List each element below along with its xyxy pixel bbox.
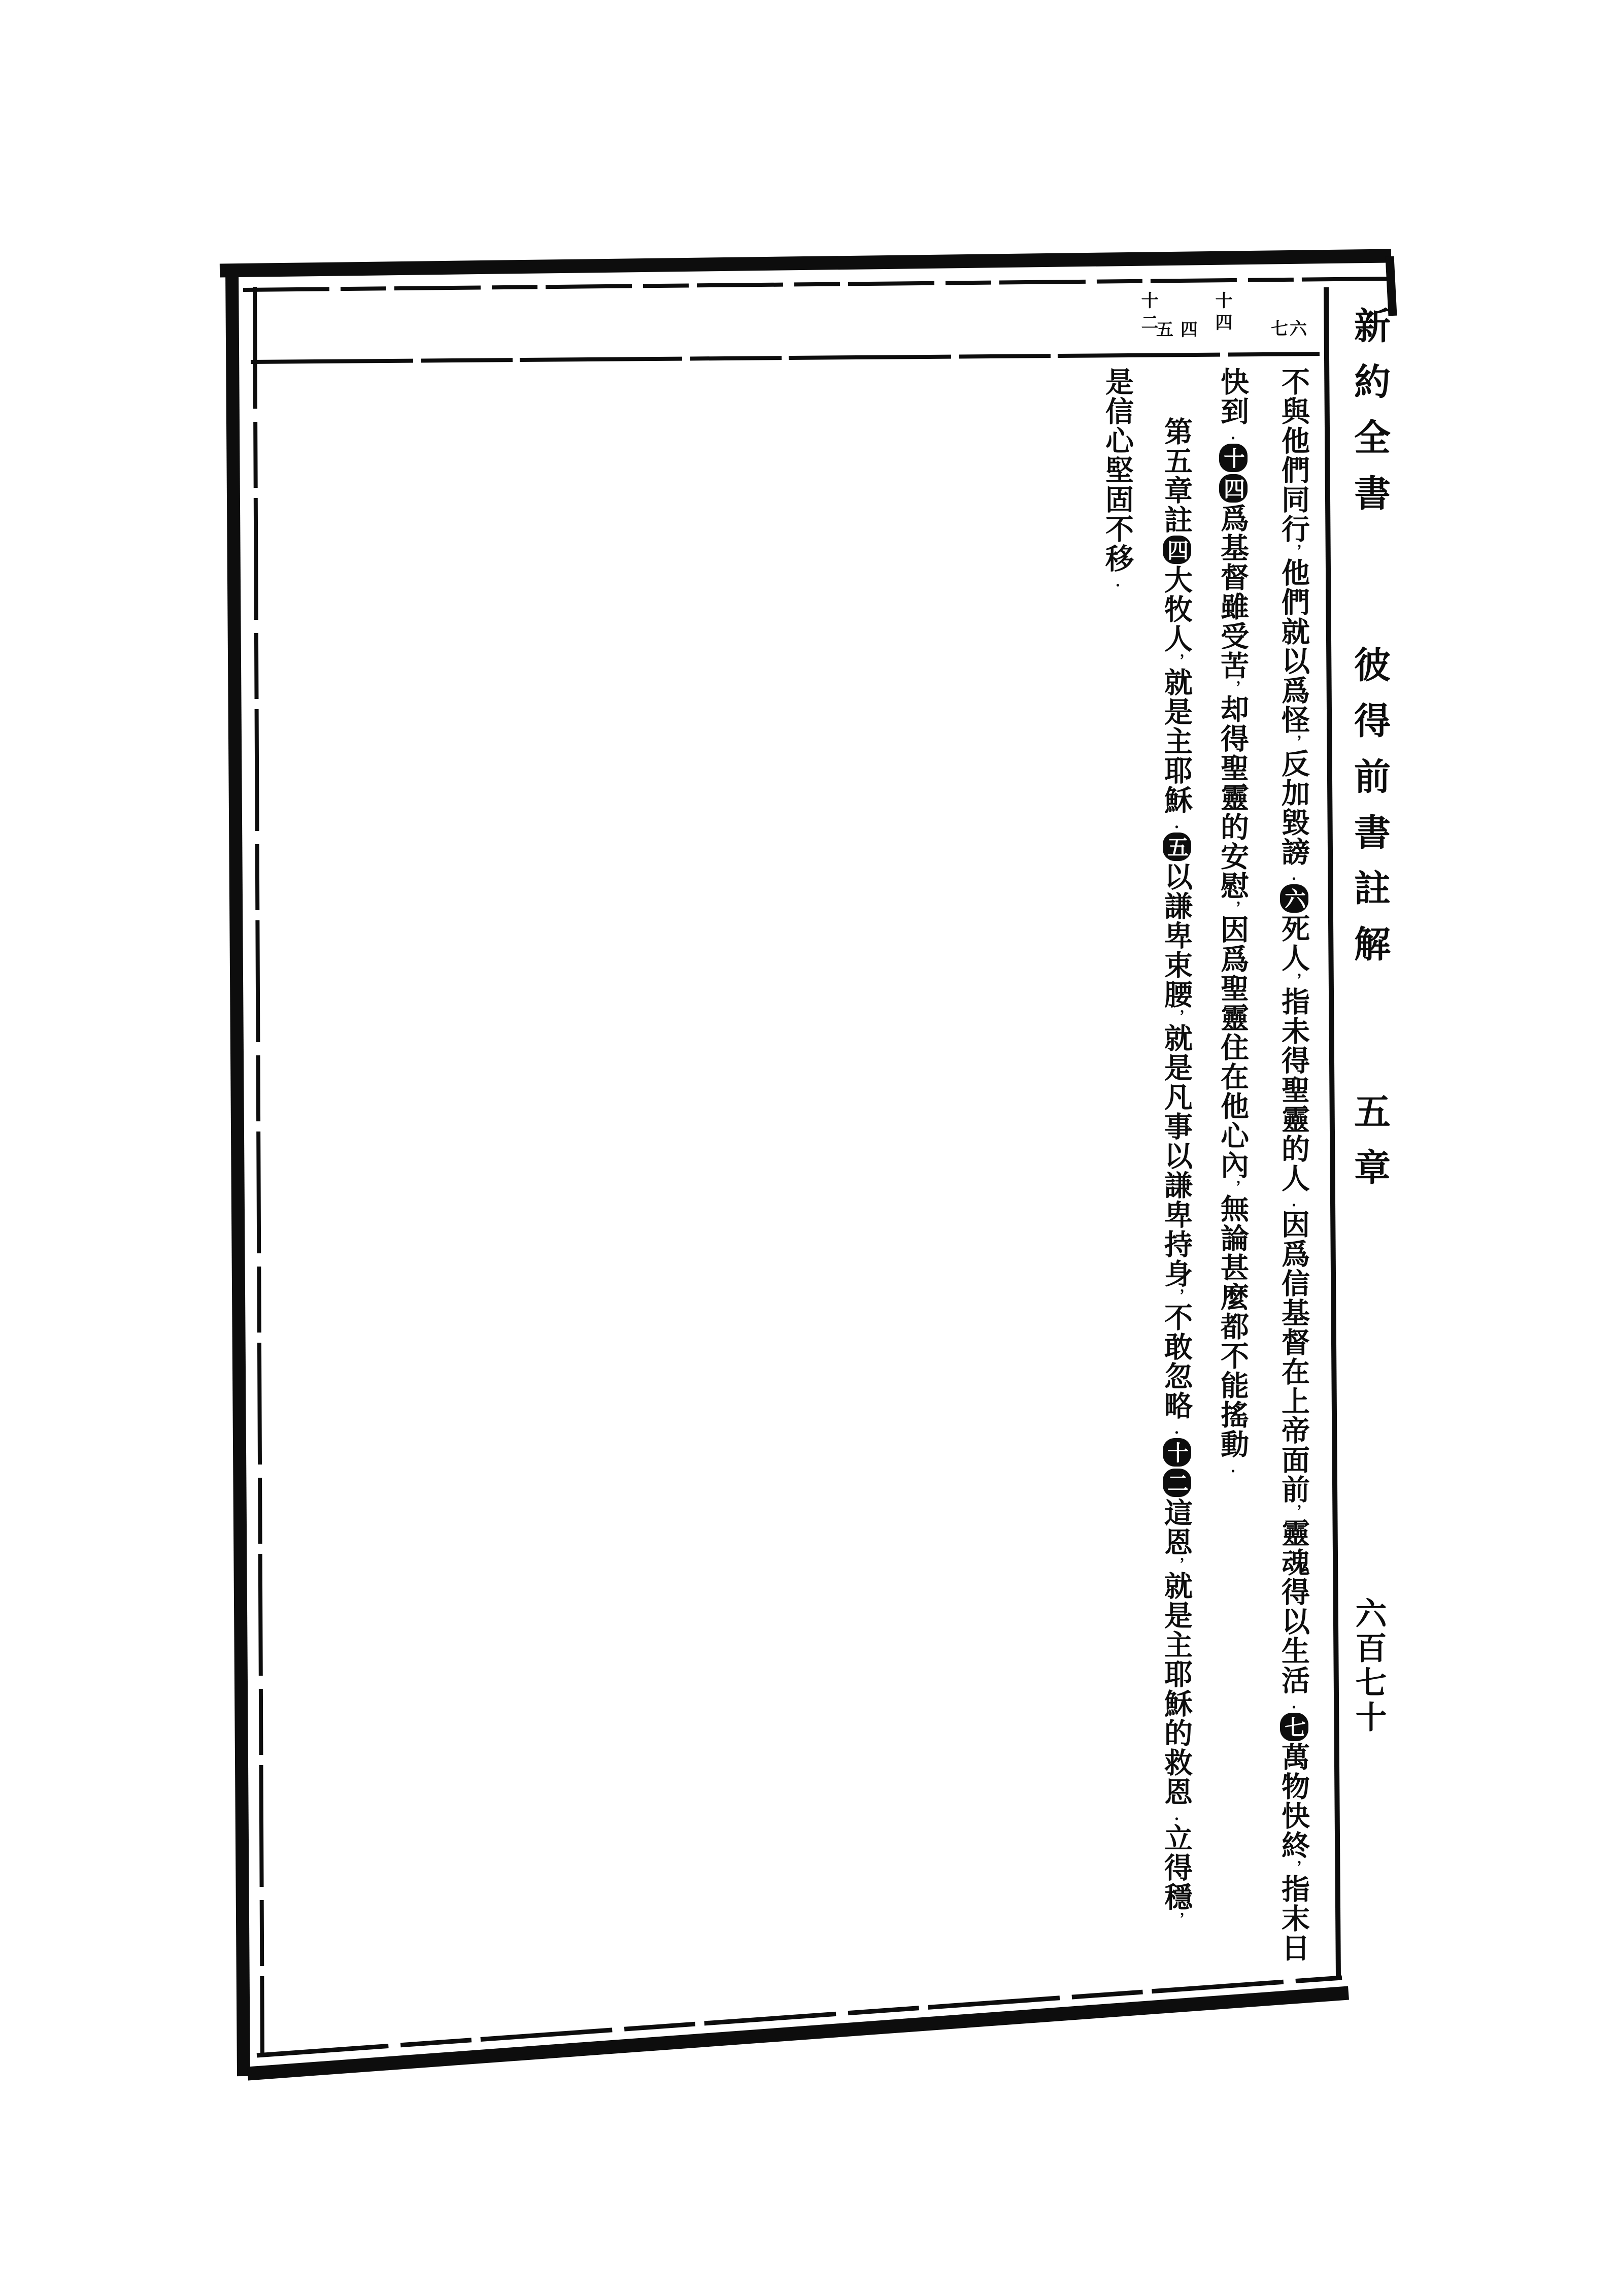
punctuation-mark: . [1225,426,1241,443]
punctuation-mark: . [1168,1807,1185,1823]
book-title: 新約全書 [1348,307,1391,530]
verse-number-badge: 二 [1163,1469,1191,1497]
frame-left-thin-rule [255,287,262,2057]
punctuation-mark: . [1168,1420,1185,1437]
punctuation-mark: ， [1225,680,1241,694]
punctuation-mark: ， [1168,1557,1185,1571]
header-verse-ref-12: 十二 [1138,291,1158,335]
header-verse-ref-14: 十四 [1212,291,1232,335]
frame-top-thin-rule [243,279,1389,290]
punctuation-mark: ， [1168,1009,1185,1023]
frame-bottom-thin-rule [257,1978,1342,2055]
punctuation-mark: . [1286,1695,1302,1712]
punctuation-mark: ， [1286,544,1302,558]
text-column-3: 第五章註四大牧人，就是主耶穌.五以謙卑束腰，就是凡事以謙卑持身，不敢忽略.十二這恩，就是主耶穌的救恩.立得穩， [1160,417,1193,1926]
punctuation-mark: ， [1168,653,1185,668]
punctuation-mark: . [1168,815,1185,831]
verse-number-badge: 五 [1163,833,1191,861]
punctuation-mark: ， [1168,1912,1185,1926]
punctuation-mark: ， [1286,735,1302,749]
frame-left-thick-rule [232,265,244,2076]
text-column-1: 不與他們同行，他們就以爲怪，反加毀謗.六死人，指未得聖靈的人.因爲信基督在上帝面前，靈魂得以生活.七萬物快終，指末日 [1277,367,1310,1962]
frame-bottom-thick-rule [248,1993,1349,2074]
header-separator-rule [251,354,1328,362]
verse-number-badge: 六 [1280,884,1308,913]
punctuation-mark: ， [1225,901,1241,915]
header-verse-ref-4-5: 五四 [1156,320,1205,340]
frame-top-thick-rule [220,256,1391,271]
punctuation-mark: ， [1286,1860,1302,1874]
punctuation-mark: . [1286,1193,1302,1210]
book-section-title: 彼得前書註解 [1348,646,1391,981]
chapter-label: 五章 [1348,1092,1391,1204]
verse-number-badge: 四 [1163,536,1191,564]
verse-number-badge: 四 [1219,474,1248,503]
text-column-2: 快到.十四爲基督雖受苦，却得聖靈的安慰，因爲聖靈住在他心內，無論甚麼都不能搖動. [1216,367,1250,1476]
verse-number-badge: 七 [1280,1713,1308,1741]
verse-number-badge: 十 [1163,1438,1191,1467]
punctuation-mark: ， [1168,1288,1185,1303]
punctuation-mark: . [1286,867,1302,883]
punctuation-mark: ， [1286,973,1302,987]
page-number: 六百七十 [1350,1597,1387,1735]
punctuation-mark: . [1109,573,1126,590]
punctuation-mark: ， [1286,1504,1302,1518]
verse-number-badge: 十 [1219,444,1248,472]
header-verse-ref-6-7: 七六 [1271,319,1308,339]
text-column-4: 是信心堅固不移. [1101,367,1134,590]
punctuation-mark: . [1225,1459,1241,1476]
punctuation-mark: ， [1225,1180,1241,1194]
title-margin-divider-rule [1326,287,1338,1977]
